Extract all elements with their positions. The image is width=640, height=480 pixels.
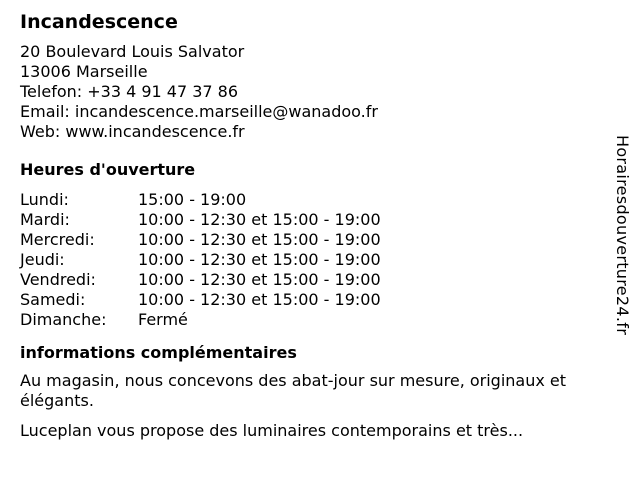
store-info-card: [20, 10, 600, 451]
hours-row-sunday: [20, 310, 600, 330]
address-city: 13006 Marseille: [20, 62, 148, 81]
time-value: 10:00 - 12:30 et 15:00 - 19:00: [138, 290, 381, 309]
site-watermark: Horairesdouverture24.fr: [613, 135, 632, 336]
hours-table: [20, 190, 600, 330]
shop-name: Incandescence: [20, 11, 178, 33]
time-value: 10:00 - 12:30 et 15:00 - 19:00: [138, 210, 381, 229]
hours-row-friday: [20, 270, 600, 290]
hours-row-tuesday: [20, 210, 600, 230]
day-label: Mardi:: [20, 210, 70, 229]
info-paragraph-1: Au magasin, nous concevons des abat-jour sur mesure, originaux et élégants.: [20, 371, 567, 410]
hours-row-wednesday: [20, 230, 600, 250]
hours-row-monday: [20, 190, 600, 210]
website-link[interactable]: Web: www.incandescence.fr: [20, 122, 245, 141]
day-label: Vendredi:: [20, 270, 96, 289]
day-label: Lundi:: [20, 190, 69, 209]
hours-row-saturday: [20, 290, 600, 310]
phone-number[interactable]: Telefon: +33 4 91 47 37 86: [20, 82, 239, 101]
day-label: Mercredi:: [20, 230, 95, 249]
time-value: 10:00 - 12:30 et 15:00 - 19:00: [138, 270, 381, 289]
contact-block: [20, 42, 600, 142]
hours-row-thursday: [20, 250, 600, 270]
time-value: 10:00 - 12:30 et 15:00 - 19:00: [138, 230, 381, 249]
time-value: 15:00 - 19:00: [138, 190, 247, 209]
day-label: Dimanche:: [20, 310, 107, 329]
address-street: 20 Boulevard Louis Salvator: [20, 42, 245, 61]
day-label: Samedi:: [20, 290, 86, 309]
time-value: 10:00 - 12:30 et 15:00 - 19:00: [138, 250, 381, 269]
email-address[interactable]: Email: incandescence.marseille@wanadoo.fr: [20, 102, 378, 121]
time-value: Fermé: [138, 310, 188, 329]
info-heading: informations complémentaires: [20, 343, 297, 362]
day-label: Jeudi:: [20, 250, 65, 269]
hours-heading: Heures d'ouverture: [20, 160, 196, 179]
info-paragraph-2: Luceplan vous propose des luminaires contemporains et très...: [20, 421, 524, 440]
